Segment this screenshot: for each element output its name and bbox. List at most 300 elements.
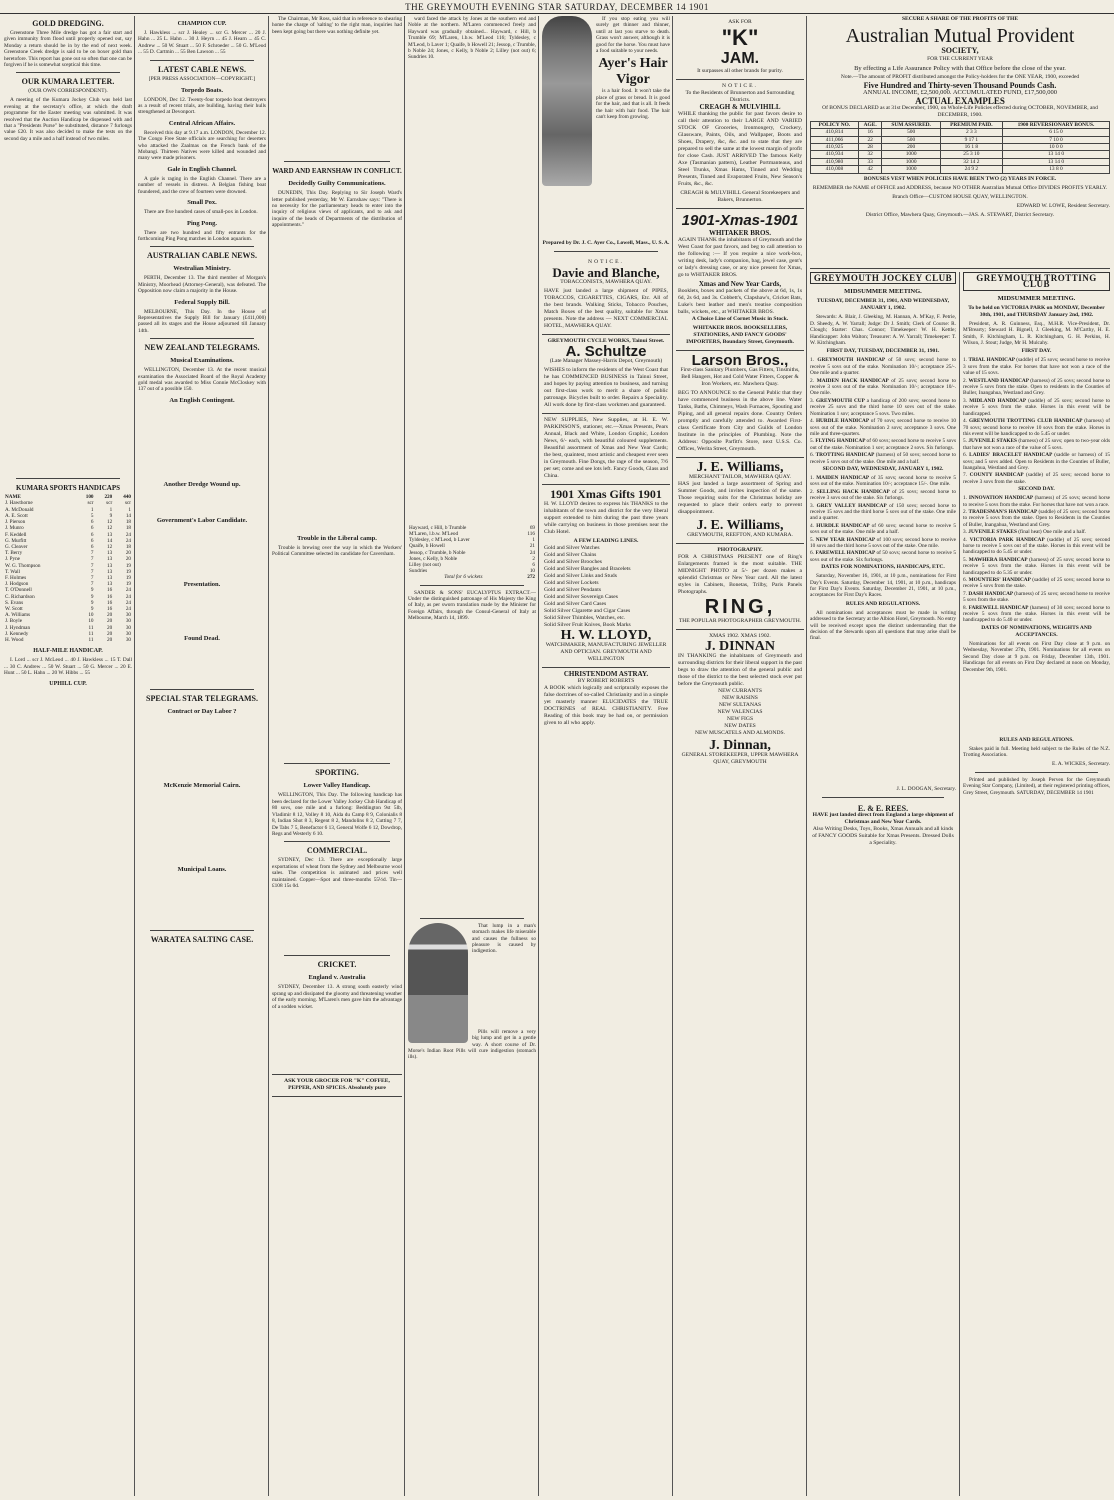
- race-name: JUVENILE STAKES: [968, 529, 1019, 536]
- k-jam-letter: "K": [721, 25, 759, 50]
- table-cell: 410,934: [811, 151, 859, 158]
- dinnan-text: IN THANKING the inhabitants of Greymouth and surrounding districts for their liberal support in the past begs to draw the attention of the general public and those of the district to the best selected stock ever put before the Greymouth public.: [678, 653, 802, 687]
- race-name: MAIDEN HANDICAP: [816, 474, 872, 481]
- table-cell: 1000: [882, 158, 940, 165]
- rule: [810, 268, 1110, 269]
- table-cell: 12: [107, 543, 113, 550]
- column-2: [138, 16, 266, 1496]
- list-item: Gold and Silver Chains: [544, 552, 597, 558]
- table-cell: 24: [529, 549, 535, 556]
- table-cell: 9 17 1: [940, 136, 1002, 143]
- table-cell: 6: [90, 525, 94, 532]
- race-number: 4.: [810, 418, 816, 425]
- ad-larson: [676, 351, 804, 458]
- table-cell: F. Holmes: [5, 574, 27, 581]
- gtc-races-list: [963, 357, 1110, 485]
- heading-musical: Musical Examinations.: [170, 357, 234, 365]
- article-torpedo: LONDON, Dec 12. Twenty-four torpedo boat destroyers as a result of recent trials, are building, having their hulls strengthened at Devonport.: [138, 96, 266, 116]
- race-number: 4.: [963, 536, 970, 543]
- article-cricket-report-continued: [408, 63, 536, 523]
- amp-income: ANNUAL INCOME, £2,500,000. ACCUMULATED FUND, £17,500,000: [862, 89, 1058, 97]
- rule: [284, 955, 390, 956]
- ayer-hair-vigor-text: is a hair food. It won't take the place of grass or bread. It is good for the hair, and that is all. It feeds the hair with hair food. The hair can't keep from growing.: [596, 88, 670, 121]
- table-cell: 24: [125, 587, 131, 594]
- race-entry: [963, 577, 1110, 590]
- race-conditions: (saddle) of 25 sovs; second horse to receive 5 sovs out of the stake. Horses in this event will be handicapped to do 5.45 or under.: [963, 536, 1110, 556]
- race-conditions: (harness) of 25 sovs; open to two-year olds that have not won a race of the value of 5 sovs.: [963, 438, 1110, 451]
- race-conditions: (saddle) of 25 sovs; second horse to receive 5 sovs from the stake.: [963, 577, 1110, 590]
- table-cell: 19: [125, 581, 131, 588]
- table-cell: 6: [90, 531, 94, 538]
- race-entry: [963, 438, 1110, 451]
- heading-half-mile: HALF-MILE HANDICAP.: [33, 648, 103, 655]
- table-cell: 19: [125, 568, 131, 575]
- table-cell: 11: [88, 630, 94, 637]
- jam-text: It surpasses all other brands for purity.: [697, 68, 783, 74]
- article-gale: A gale is raging in the English Channel. There are a number of vessels in distress. A Belgian fishing boat foundered, and the crew of fourteen were drowned.: [138, 175, 266, 195]
- table-cell: 19: [125, 574, 131, 581]
- gjc-meeting: MIDSUMMER MEETING.: [844, 288, 922, 296]
- table-cell: 30: [125, 618, 131, 625]
- table-cell: S. Evans: [5, 599, 24, 606]
- column-1: [4, 16, 132, 1496]
- race-name: FAREWELL HANDICAP: [815, 550, 877, 557]
- race-entry: [810, 537, 956, 550]
- table-cell: 7: [90, 556, 94, 563]
- gjc-first-day: FIRST DAY, TUESDAY, DECEMBER 31, 1901.: [826, 348, 940, 355]
- dinnan-footer-sub: GENERAL STOREKEEPER, UPPER MAWHERA QUAY, GREYMOUTH: [681, 752, 799, 765]
- heading-another-dredge: Another Dredge Wound up.: [163, 480, 241, 488]
- race-conditions: of 25 sovs; second horse to receive 3 sovs out of the stake. Six furlongs.: [810, 488, 956, 502]
- amp-sign: EDWARD W. LOWE, Resident Secretary.: [1016, 202, 1110, 209]
- ask-for: ASK FOR: [728, 19, 752, 25]
- ad-sander-continued: [408, 624, 536, 914]
- race-entry: [963, 418, 1110, 437]
- williams-sub-2: GREYMOUTH, REEFTON, AND KUMARA.: [687, 532, 793, 538]
- ayer-hair-vigor-title: Ayer's Hair Vigor: [598, 56, 668, 88]
- table-cell: 13: [107, 550, 113, 557]
- table-cell: 20: [107, 624, 113, 631]
- table-cell: 24: [125, 599, 131, 606]
- notice-to: To the Residents of Brunnerton and Surrounding Districts.: [685, 90, 795, 103]
- table-cell: 9: [90, 593, 94, 600]
- race-number: 4.: [963, 418, 969, 425]
- table-cell: J. Pierson: [5, 519, 26, 526]
- race-name: HURDLE HANDICAP: [816, 522, 872, 529]
- table-cell: 14: [107, 537, 113, 544]
- article-govt-labor: [138, 527, 266, 577]
- column-divider: [538, 16, 539, 1496]
- table-cell: 13: [107, 568, 113, 575]
- table-cell: F. Keddell: [5, 531, 27, 538]
- table-cell: 410,925: [811, 144, 859, 151]
- xmas-banner: 1901-Xmas-1901: [681, 212, 799, 229]
- column-8: [963, 272, 1110, 1496]
- race-entry: [963, 495, 1110, 508]
- whitaker-title: WHITAKER BROS.: [708, 229, 772, 237]
- column-7: [810, 272, 956, 1496]
- list-item: Solid Silver Cigarette and Cigar Cases: [544, 608, 631, 614]
- gtc-second-day: SECOND DAY.: [1018, 486, 1055, 493]
- article-salting: The Chairman, Mr Ross, said that in reference to shearing home the charge of 'salting' to the right man, inquiries had been kept going but there was nothing definite yet.: [272, 16, 402, 35]
- race-name: TRADESMAN'S HANDICAP: [968, 508, 1039, 515]
- ad-parkinson: [542, 414, 670, 485]
- table-cell: 20: [125, 550, 131, 557]
- race-entry: [963, 378, 1110, 397]
- ayer-footer: Prepared by Dr. J. C. Ayer Co., Lowell, Mass., U. S. A.: [542, 240, 670, 246]
- table-cell: 2 3 3: [940, 129, 1002, 136]
- amp-col-header: SUM ASSURED.: [882, 121, 940, 128]
- rule: [284, 763, 390, 764]
- amp-actual: ACTUAL EXAMPLES: [915, 96, 1005, 107]
- heading-federal-supply: Federal Supply Bill.: [174, 298, 230, 306]
- race-entry: [963, 398, 1110, 417]
- list-item: Gold and Silver Sovereign Cases: [544, 594, 618, 600]
- table-cell: T. Wall: [5, 568, 20, 575]
- illustration-man: [408, 923, 468, 1043]
- race-conditions: a handicap of 200 sovs; second horse to receive 25 sovs and the third horse 10 sovs out of the stake. Nomination 1 sov; acceptance 5 sovs. Two miles.: [810, 397, 956, 417]
- imprint: Printed and published by Joseph Perven for the Greymouth Evening Star Company, (Limited), at their registered printing offices, Grey Street, Greymouth. SATURDAY, DECEMBER 14 1901: [963, 776, 1110, 796]
- list-item: Solid Silver Thimbles, Watches, etc.: [544, 615, 626, 621]
- table-cell: 116: [527, 531, 535, 538]
- table-cell: 16: [107, 587, 113, 594]
- table-cell: 16: [107, 605, 113, 612]
- article-cricket-continued: [272, 1012, 402, 1072]
- table-cell: J. Kennedy: [5, 630, 29, 637]
- davie-blanche-text: HAVE just landed a large shipment of PIPES, TOBACCOS, CIGARETTES, CIGARS, Etc. All of the best brands. Walking Sticks, Tobacco Pouches, Match Boxes of the best quality, suitable for Xmas presents. Note the address — NEXT COMMERCIAL HOTEL, MAWHERA QUAY.: [544, 288, 668, 329]
- table-cell: 20: [107, 618, 113, 625]
- table-cell: M'Laren, l.b.w. M'Leod: [409, 531, 459, 538]
- larson-body: BEG TO ANNOUNCE to the General Public that they have commenced business in the above line. Water Tanks, Baths, Chimneys, Wash Furnaces, Spouting and Piping, and all general repairs done. Country Orders promptly and carefully attended to. Awarded First-class Certificate from City and Guilds of London Institute in the principles of Plumbing. Note the Address: Opposite Parfitt's Store, next U.S.S. Co. Offices, Werita Street, Greymouth.: [678, 390, 802, 452]
- table-cell: 410,814: [811, 129, 859, 136]
- table-cell: J. Hodgson: [5, 581, 29, 588]
- article-decidedly-continued: [272, 231, 402, 531]
- table-cell: 500: [882, 129, 940, 136]
- race-conditions: (saddle) of 25 sovs; second horse to receive 3 sovs from the stake.: [963, 472, 1110, 485]
- total-label: Total for 6 wickets: [444, 574, 483, 581]
- table-row: [811, 166, 1110, 173]
- amp-text: By effecting a Life Assurance Policy with that Office before the close of the year.: [854, 65, 1066, 72]
- sports-col-header: 220: [104, 494, 113, 501]
- table-row: [811, 151, 1110, 158]
- amp-for: FOR THE CURRENT YEAR: [927, 56, 993, 62]
- table-cell: 24: [125, 605, 131, 612]
- race-entry: [810, 475, 956, 488]
- race-number: 3.: [810, 502, 817, 509]
- race-name: LADIES' BRACELET HANDICAP: [969, 452, 1055, 459]
- table-cell: 20: [125, 556, 131, 563]
- table-cell: 24: [125, 593, 131, 600]
- heading-contract: Contract or Day Labor ?: [167, 707, 237, 715]
- davie-blanche-title: Davie and Blanche,: [552, 265, 660, 280]
- rule: [420, 918, 524, 919]
- rule: [284, 161, 390, 162]
- gtc-meeting: MIDSUMMER MEETING.: [997, 294, 1076, 302]
- leading-lines-title: A FEW LEADING LINES.: [573, 538, 639, 544]
- gjc-races-list: [810, 357, 956, 465]
- race-conditions: of 60 sovs; second horse to receive 5 sovs out of the stake. Nomination 1 sov; acceptance 2 sovs. Six furlongs.: [810, 438, 956, 451]
- table-cell: 24: [125, 531, 131, 538]
- table-cell: 69: [529, 524, 535, 531]
- table-cell: Jessop, c Trumble, b Noble: [409, 549, 466, 556]
- race-number: 5.: [963, 438, 969, 445]
- race-entry: [963, 537, 1110, 556]
- creagh-footer: CREAGH & MULVIHILL General Storekeepers and Bakers, Brunnerton.: [680, 190, 800, 203]
- amp-bonus-table: [810, 121, 1110, 174]
- race-name: JUVENILE STAKES: [968, 438, 1019, 445]
- race-entry: [810, 418, 956, 437]
- table-cell: 13: [107, 574, 113, 581]
- article-found-dead: [138, 645, 266, 685]
- article-gold-dredging: Greenstone Three Mile dredge has got a fair start and given immunity from flood until properly opened out, say Monday a return should be in by the end of next week. Greenstone Creek dredge is said to be on boxer gold than heretofore. This report has gone out so often that one can be forgiven if he is somewhat sceptical this time.: [4, 30, 132, 69]
- table-cell: 30: [125, 630, 131, 637]
- table-cell: 1: [90, 506, 94, 513]
- column-divider: [806, 16, 807, 1496]
- race-entry: [963, 605, 1110, 624]
- table-cell: Tyldesley, c M'Leod, b Laver: [409, 537, 470, 544]
- table-cell: T. O'Donnell: [5, 587, 32, 594]
- notice-label: NOTICE.: [588, 259, 624, 265]
- race-conditions: (harness) of 25 sovs; second horse to receive 5 sovs from the stake. For horses that have not won a race.: [963, 495, 1110, 508]
- race-entry: [810, 523, 956, 536]
- article-contract: [138, 718, 266, 778]
- table-cell: W. Scott: [5, 605, 23, 612]
- table-cell: 10: [88, 612, 94, 619]
- whitaker-footer: WHITAKER BROS. BOOKSELLERS, STATIONERS, AND FANCY GOODS' IMPORTERS, Boundary Street, Greymouth.: [686, 325, 794, 345]
- ad-k-jam-text: If you stop eating you will surely get thinner and thinner, until at last you starve to death. Grass won't answer, although it is good for the horse. You must have a food suitable to your needs.: [596, 16, 670, 55]
- race-conditions: (saddle or harness) of 15 sovs; and 5 sovs added. Open to Residents in the Counties of Buller, Inangahua, Westland and Grey.: [963, 452, 1110, 471]
- heading-lower-valley: Lower Valley Handicap.: [303, 782, 371, 790]
- table-cell: 9: [90, 599, 94, 606]
- table-cell: 6: [532, 562, 535, 569]
- ad-ring-photography: [676, 544, 804, 630]
- rule: [284, 841, 390, 842]
- kumara-subheading: (OUR OWN CORRESPONDENT).: [28, 88, 108, 95]
- table-cell: 5: [90, 512, 94, 519]
- table-cell: H. Wood: [5, 636, 24, 643]
- heading-small-pox: Small Pox.: [187, 199, 217, 207]
- heading-municipal: Municipal Loans.: [177, 865, 227, 873]
- amp-secure: SECURE A SHARE OF THE PROFITS OF THE: [902, 16, 1018, 22]
- ring-title: RING,: [704, 596, 776, 618]
- gjc-races-list-2: [810, 475, 956, 563]
- race-name: MOUNTERS' HANDICAP: [968, 577, 1033, 584]
- table-cell: 1: [109, 506, 113, 513]
- photo-title: PHOTOGRAPHY.: [717, 547, 763, 553]
- table-cell: 9: [109, 512, 113, 519]
- article-kumara-letter-continued: [4, 144, 132, 474]
- race-number: 5.: [810, 438, 816, 445]
- race-entry: [810, 398, 956, 417]
- list-item: NEW SULTANAS: [718, 702, 762, 708]
- ad-creagh-mulvihill: [676, 80, 804, 209]
- amp-remember: REMEMBER the NAME of OFFICE and ADDRESS, because NO OTHER Australian Mutual Office DIVIDES PROFITS YEARLY.: [812, 184, 1108, 191]
- rule: [150, 338, 254, 339]
- race-conditions: of 50 sovs; second horse to receive 5 sovs out of the stake. Nomination 10/-; acceptance 25/-. One mile and a quarter.: [810, 357, 956, 377]
- sports-handicap-table: [4, 494, 132, 643]
- race-name: TROTTING HANDICAP: [815, 452, 876, 459]
- table-cell: 13: [107, 562, 113, 569]
- race-conditions: (harness) of 25 sovs; second horse to receive 5 sovs from the stake. Open to residents in the Counties of Buller, Inangahua, Westland and Grey.: [963, 377, 1110, 397]
- table-cell: 1: [128, 506, 131, 513]
- table-row: [4, 637, 132, 643]
- list-item: NEW MUSCATELS AND ALMONDS.: [694, 730, 786, 736]
- creagh-text: WHILE thanking the public for past favors desire to call their attention to their LARGE AND VARIED STOCK OF Groceries, Ironmongery, Crockery, Glassware, Paints, Oils, and Wallpaper, Boots and Shoes, Drapery, &c, &c. and to state that they are prepared to sell the same at the lowest margin of profit for close Cash. JUST ARRIVED The famous Kelly Axe (Tasmanian pattern), Leather Portmanteaus, and Steel Trunks, Xmas Hams, Tinned and Wedding Presents, Tinned and Evaporated Fruits, New Season's Fruits, &c., &c.: [678, 111, 802, 187]
- table-cell: Jones, c Kelly, b Noble: [409, 555, 458, 562]
- article-ping-pong: There are two hundred and fifty entrants for the forthcoming Ping Pong matches in London aquarium.: [138, 229, 266, 242]
- race-name: GREY VALLEY HANDICAP: [816, 502, 890, 509]
- article-cricket-report: ward faced the attack by Jones at the southern end and Noble at the northern. M'Laren commenced freely and Hayward was gradually obtained... Hayward, c Hill, b Trumble 69; M'Laren, l.b.w. M'Leod 116; Tyldesley, c M'Leod, b Laver 1; Quaife, b Howell 21; Jessop, c Trumble, b Noble 24; Jones, c Kelly, b Noble 2; Lilley (not out) 6; Sundries 10.: [408, 16, 536, 61]
- table-cell: J. Hyndman: [5, 624, 31, 631]
- column-divider: [672, 16, 673, 1496]
- race-name: FAREWELL HANDICAP: [968, 604, 1030, 611]
- race-name: DASH HANDICAP: [968, 590, 1015, 597]
- rule: [975, 772, 1098, 773]
- amp-bonuses: BONUSES VEST WHEN POLICIES HAVE BEEN TWO (2) YEARS IN FORCE.: [863, 175, 1057, 182]
- ad-christendom-astray: [542, 668, 670, 731]
- table-cell: 11: [88, 624, 94, 631]
- race-number: 6.: [963, 577, 969, 584]
- race-number: 7.: [963, 472, 970, 479]
- table-cell: J. Hawthorne: [5, 500, 33, 507]
- sports-col-header: 100: [85, 494, 94, 501]
- race-conditions: of 50 sovs; second horse to receive 5 sovs out of the stake. Six furlongs.: [810, 550, 956, 563]
- table-cell: 16: [107, 599, 113, 606]
- race-number: 2.: [810, 377, 817, 384]
- williams-sub: MERCHANT TAILOR, MAWHERA QUAY.: [689, 474, 791, 480]
- lloyd-intro: H. W. LLOYD desires to express his THANKS to the inhabitants of the town and district for the very liberal support extended to him during the past three years while carrying on business in those premises near the Club Hotel.: [544, 501, 668, 535]
- table-cell: 14: [125, 512, 131, 519]
- race-number: 2.: [810, 488, 817, 495]
- schultze-text: WISHES to inform the residents of the West Coast that he has COMMENCED BUSINESS in Tainui Street, and hopes by paying attention to business, and turning out first-class work to merit a share of public patronage. Bicycles built to order. Repairs a Speciality. All work done by first-class workmen and guaranteed.: [544, 367, 668, 408]
- rule: [16, 478, 120, 479]
- table-cell: J. Pyne: [5, 556, 20, 563]
- table-cell: 9: [90, 587, 94, 594]
- gtc-officers: President, A. R. Guinness, Esq., M.H.R. Vice-President, Dr. M'Brearty; Steward H. Bignell, J. Gleeking, M. M'Carthy, H. E. Smith, F. Kitchingham, L. R. Kitchingham, G. H. Perkins, H. Wilson, J. Stout; Judge, Mr H. Mulcahy.: [963, 320, 1110, 347]
- heading-govt-labor: Government's Labor Candidate.: [156, 516, 248, 524]
- amp-col-header: POLICY NO.: [811, 121, 859, 128]
- race-name: TRIAL HANDICAP: [968, 357, 1017, 364]
- amp-district: District Office, Mawhera Quay, Greymouth.—JAS. A. STEWART, District Secretary.: [865, 211, 1055, 218]
- schultze-title: A. Schultze: [565, 343, 647, 360]
- table-cell: A. Williams: [5, 612, 31, 619]
- table-cell: 410,980: [811, 158, 859, 165]
- parkinson-text: NEW SUPPLIES, New Supplies, at H. E. W. PARKINSON'S, stationer, etc.—Xmas Presents, Pears Annual, Black and White, London Graphic, London News, 6/- each, with beautiful coloured supplements. Beautiful assortment of Xmas and New Year Cards; the best, quaintest, most artistic and cheapest ever seen in Greymouth. Fine Dongs, the rage of the season, 7/6 per set; come and see lots left. Fancy Goods, Glass and China.: [544, 417, 668, 479]
- race-name: WESTLAND HANDICAP: [968, 377, 1031, 384]
- table-cell: 13 14 0: [1002, 158, 1109, 165]
- whitaker-cards-text: Booklets, boxes and packets of the above at 6d, 1s, 1s 6d, 2s 6d, and 3s. Cobbett's, Clapshaw's, Cricket Bats, Luke's best leather and men's treatise composition balls, wickets, etc., at WHITAKER BROS.: [678, 288, 802, 315]
- table-cell: 7: [90, 574, 94, 581]
- table-cell: 18: [125, 543, 131, 550]
- article-lower-valley: WELLINGTON, This Day. The following handicap has been declared for the Lower Valley Jockey Club Handicap of 80 sovs, one mile and a furlong: Beddington 9st 5lb, Vladimir 8 12, Volley 8 10, Aida du Camp 8 9, Colonialis 8 8, Indian Shot 8 3, Regent 8 2, Mandolins 8 2, Cutting 7 7, De Tabs 7 5, Benefactor 6 13, General Wolfe 6 12, Dowdrop, Regs and Westerly 6 10.: [272, 792, 402, 837]
- race-number: 4.: [810, 522, 817, 529]
- table-cell: 19: [125, 562, 131, 569]
- astray-text: A BOOK which logically and scripturally exposes the false doctrines of so-called Christianity and in a simple yet masterly manner ELUCIDATES the TRUE DOCTRINES of REAL CHRISTIANITY. Free Reading of this book may be had on, or permission given to all who apply.: [544, 685, 668, 726]
- column-5: [542, 16, 670, 1496]
- race-number: 7.: [963, 590, 969, 597]
- race-entry: [963, 591, 1110, 604]
- cricket-scores-table: [408, 525, 536, 581]
- rule: [150, 930, 254, 931]
- list-item: Gold and Silver Links and Studs: [544, 573, 617, 579]
- ad-dinnan: [676, 630, 804, 770]
- amp-col-header: AGE.: [858, 121, 882, 128]
- ring-sub: THE POPULAR PHOTOGRAPHER GREYMOUTH.: [678, 618, 802, 624]
- table-cell: 10: [88, 618, 94, 625]
- table-cell: 13: [107, 531, 113, 538]
- table-cell: scr: [87, 500, 94, 507]
- column-6: [676, 16, 804, 1496]
- list-item: NEW DATES: [724, 723, 756, 729]
- table-cell: J. Boyle: [5, 618, 23, 625]
- table-cell: 1000: [882, 166, 940, 173]
- half-mile-entries: I. Lord ... scr J. McLeod ... 40 J. Hawkless ... 15 T. Dall ... 30 C. Andrew ... 50 W. Stuart ... 50 G. Mercer ... 20 E. Hunt ... 50 L. Hahn ... 20 W. Hibbs ... 55: [4, 657, 132, 676]
- ad-lloyd: [542, 485, 670, 668]
- table-cell: G. Murfitt: [5, 537, 27, 544]
- heading-ward-earnshaw: WARD AND EARNSHAW IN CONFLICT.: [272, 167, 402, 176]
- notice-label-2: NOTICE.: [722, 83, 758, 89]
- gjc-title: GREYMOUTH JOCKEY CLUB: [810, 272, 956, 284]
- larson-sub: First-class Sanitary Plumbers, Gas Fitters, Tinsmiths, Bell Hangers, Hot and Cold Water Fitters, Copper & Iron Workers, etc. Mawhera Quay.: [680, 367, 800, 387]
- article-central-african: Received this day at 9.17 a.m. LONDON, December 12. The Congo Free State officials are searching for deserters who attacked the Zaalmas on the French bank of the Mobangi. Thirteen Natives were killed and wounded and many were made prisoners.: [138, 129, 266, 162]
- race-number: 3.: [810, 397, 817, 404]
- race-conditions: (harness) of 70 sovs; second horse to receive 10 sovs from the stake. Horses in this event will be handicapped to do 5.45 or under.: [963, 418, 1110, 437]
- heading-nz-telegrams: NEW ZEALAND TELEGRAMS.: [144, 343, 260, 353]
- column-3: [272, 16, 402, 1496]
- table-cell: 7 10 0: [1002, 136, 1109, 143]
- table-cell: 30: [125, 636, 131, 643]
- race-number: 1.: [963, 495, 969, 502]
- sports-col-header: NAME: [5, 494, 21, 501]
- article-westralian: PERTH, December 13. The third member of Morgan's Ministry, Moorhead (Attorney-General), was defeated. The Opposition now claim a majority in the House.: [138, 275, 266, 295]
- article-decidedly: DUNEDIN, This Day. Replying to Sir Joseph Ward's letter published yesterday, Mr W. Earnshaw says: "There is no necessity for the parliamentary heads to enter into the inquiry of religious views of applicants, and to ask and inquire of the heads of Departments of the distribution of appointments.": [272, 190, 402, 229]
- list-item: NEW FIGS: [726, 716, 754, 722]
- heading-commercial: COMMERCIAL.: [306, 846, 368, 856]
- article-mckenzie: [138, 792, 266, 862]
- gtc-dates-text: Nominations for all events on First Day close at 9 p.m. on Wednesday, November 27th, 1901. Nominations for all events on Second Day close at 9 p.m. on Friday, December 13th, 1901. Handicaps for all events on First Day declared at noon on Monday, December 9th, 1901.: [963, 640, 1110, 673]
- race-number: 1.: [963, 357, 969, 364]
- table-cell: 9: [90, 605, 94, 612]
- heading-gale: Gale in English Channel.: [167, 165, 237, 173]
- dinnan-title: J. DINNAN: [705, 639, 775, 654]
- heading-sporting: SPORTING.: [315, 768, 359, 778]
- column-4: [408, 16, 536, 1496]
- list-item: Gold and Silver Card Cases: [544, 601, 607, 607]
- table-cell: 24 9 2: [940, 166, 1002, 173]
- table-cell: 12: [107, 519, 113, 526]
- race-number: 1.: [810, 357, 818, 364]
- table-cell: Lilley (not out): [409, 562, 441, 569]
- table-cell: 42: [858, 166, 882, 173]
- gjc-rules-continued: [810, 644, 956, 784]
- table-cell: scr: [124, 500, 131, 507]
- cycle-works: GREYMOUTH CYCLE WORKS, Tainui Street.: [547, 338, 665, 344]
- race-conditions: of 70 sovs; second horse to receive 10 sovs out of the stake. Nomination 2 sovs; acceptance 3 sovs. One mile and three-quarters.: [810, 418, 956, 437]
- race-conditions: of 60 sovs; second horse to receive 5 sovs out of the stake. One mile and a half.: [810, 522, 956, 536]
- table-cell: Quaife, b Howell: [409, 543, 445, 550]
- race-conditions: (harness) of 50 sovs; second horse to receive 5 sovs out of the stake. One mile and a half.: [810, 452, 956, 465]
- race-conditions: (saddle) of 25 sovs; second horse to receive 5 sovs from the stake. Horses in this event will be handicapped.: [963, 397, 1110, 417]
- race-number: 6.: [810, 452, 816, 459]
- rees-text: HAVE just landed direct from England a large shipment of Christmas and New Year Cards.: [812, 811, 954, 825]
- race-entry: [810, 550, 956, 563]
- list-item: NEW RAISINS: [722, 695, 758, 701]
- table-cell: 20: [107, 612, 113, 619]
- table-cell: 7: [90, 550, 94, 557]
- leading-lines-list: [544, 545, 668, 629]
- heading-central-african: Central African Affairs.: [168, 119, 236, 127]
- race-entry: [963, 509, 1110, 528]
